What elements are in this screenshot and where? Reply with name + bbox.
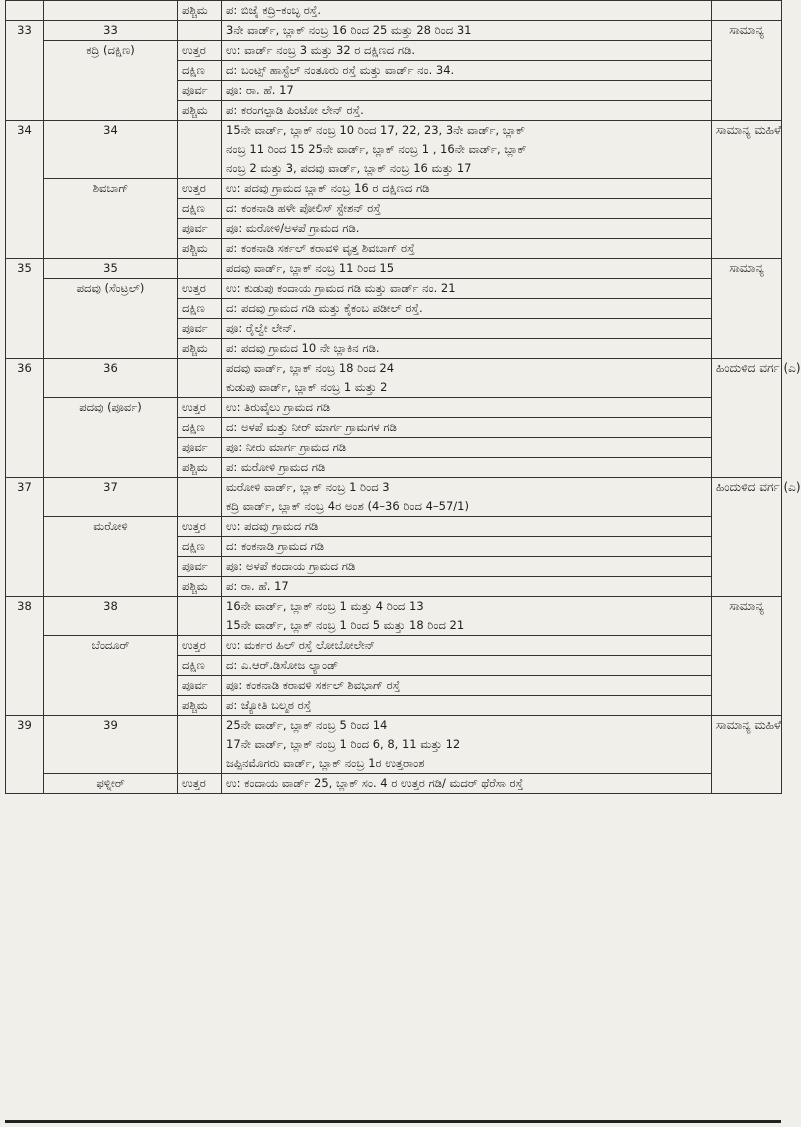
ward-number-cell: 34 [44,121,178,179]
boundary-cell: ಪ: ಕಂಕನಾಡಿ ಸರ್ಕಲ್ ಕರಾವಳಿ ವೃತ್ತ ಶಿವಬಾಗ್ ರಸ್ತೆ [222,239,712,259]
boundary-cell: ಉ: ಪದವು ಗ್ರಾಮದ ಗಡಿ [222,517,712,537]
direction-cell: ಪೂರ್ವ [178,81,222,101]
ward-number-cell: 33 [44,21,178,41]
ward-name-cell: ಪದವು (ಪೂರ್ವ) [44,398,178,478]
ward-number-cell: 38 [44,597,178,636]
direction-cell [178,259,222,279]
blocks-cell [222,259,712,279]
direction-cell [178,359,222,398]
direction-cell: ದಕ್ಷಿಣ [178,537,222,557]
table-row [6,21,782,41]
table-row [6,259,782,279]
boundary-cell: ದ: ಅಳಪೆ ಮತ್ತು ನೀರ್ ಮಾರ್ಗ ಗ್ರಾಮಗಳ ಗಡಿ [222,418,712,438]
boundary-cell: ಪೂ: ಅಳಪೆ ಕಂದಾಯ ಗ್ರಾಮದ ಗಡಿ [222,557,712,577]
table-row [6,517,782,537]
boundary-cell: ದ: ಕಂಕನಾಡಿ ಹಳೇ ಪೋಲಿಸ್ ಸ್ಟೇಶನ್ ರಸ್ತೆ [222,199,712,219]
ward-name-cell: ಫಳ್ನೀರ್ [44,774,178,794]
table-row [6,398,782,418]
category-cell: ಸಾಮಾನ್ಯ [712,597,782,716]
serial-cell: 38 [6,597,44,716]
direction-cell: ಪೂರ್ವ [178,319,222,339]
category-cell: ಸಾಮಾನ್ಯ ಮಹಿಳೆ [712,716,782,794]
serial-cell: 35 [6,259,44,359]
table-row [6,179,782,199]
blocks-line: ಮರೋಳಿ ವಾರ್ಡ್, ಬ್ಲಾಕ್ ನಂಬ್ರ 1 ರಿಂದ 3 [226,480,390,494]
blocks-line: ಕುಡುಪು ವಾರ್ಡ್, ಬ್ಲಾಕ್ ನಂಬ್ರ 1 ಮತ್ತು 2 [226,380,388,394]
category-cell: ಸಾಮಾನ್ಯ ಮಹಿಳೆ [712,121,782,259]
boundary-cell: ಪೂ: ಮರೋಳಿ/ಅಳಪೆ ಗ್ರಾಮದ ಗಡಿ. [222,219,712,239]
blocks-line: 15ನೇ ವಾರ್ಡ್, ಬ್ಲಾಕ್ ನಂಬ್ರ 10 ರಿಂದ 17, 22, 23, 3ನೇ ವಾರ್ಡ್, ಬ್ಲಾಕ್ [226,123,525,137]
table-row [6,716,782,774]
direction-cell [178,597,222,636]
category-cell: ಸಾಮಾನ್ಯ [712,21,782,121]
direction-cell [178,21,222,41]
table-row [6,478,782,517]
category-cell [712,1,782,21]
table-row [6,121,782,179]
boundary-cell: ಪೂ: ರೈಲ್ವೇ ಲೇನ್. [222,319,712,339]
blocks-cell [222,478,712,517]
boundary-cell: ಉ: ವಾರ್ಡ್ ನಂಬ್ರ 3 ಮತ್ತು 32 ರ ದಕ್ಷಿಣದ ಗಡಿ. [222,41,712,61]
direction-cell: ಉತ್ತರ [178,636,222,656]
direction-cell: ಪೂರ್ವ [178,676,222,696]
boundary-cell: ಪ: ಮರೋಳಿ ಗ್ರಾಮದ ಗಡಿ [222,458,712,478]
ward-name-cell: ಬೆಂದೂರ್ [44,636,178,716]
table-row [6,41,782,61]
table-row [6,597,782,636]
ward-number-cell: 39 [44,716,178,774]
direction-cell: ಪಶ್ಚಿಮ [178,239,222,259]
direction-cell: ಪಶ್ಚಿಮ [178,339,222,359]
direction-cell: ಉತ್ತರ [178,774,222,794]
blocks-cell [222,716,712,774]
direction-cell [178,121,222,179]
direction-cell: ಪೂರ್ವ [178,557,222,577]
ward-name-cell: ಕದ್ರಿ (ದಕ್ಷಿಣ) [44,41,178,121]
direction-cell: ದಕ್ಷಿಣ [178,656,222,676]
blocks-cell [222,121,712,179]
boundary-cell: ಪೂ: ನೀರು ಮಾರ್ಗ ಗ್ರಾಮದ ಗಡಿ [222,438,712,458]
blocks-line: 3ನೇ ವಾರ್ಡ್, ಬ್ಲಾಕ್ ನಂಬ್ರ 16 ರಿಂದ 25 ಮತ್ತು 28 ರಿಂದ 31 [226,23,472,37]
serial-cell: 34 [6,121,44,259]
direction-cell: ದಕ್ಷಿಣ [178,418,222,438]
serial-cell: 36 [6,359,44,478]
blocks-cell [222,597,712,636]
boundary-cell: ಉ: ಕುಡುಪು ಕಂದಾಯ ಗ್ರಾಮದ ಗಡಿ ಮತ್ತು ವಾರ್ಡ್ ನಂ. 21 [222,279,712,299]
serial-cell [6,1,44,21]
ward-number-cell: 35 [44,259,178,279]
direction-cell: ದಕ್ಷಿಣ [178,199,222,219]
serial-cell: 37 [6,478,44,597]
direction-cell: ಪಶ್ಚಿಮ [178,1,222,21]
boundary-cell: ಪ: ಕರಂಗಲ್ಪಾಡಿ ಪಿಂಟೋ ಲೇನ್ ರಸ್ತೆ. [222,101,712,121]
blocks-line: ಜಪ್ಪಿನಮೊಗರು ವಾರ್ಡ್, ಬ್ಲಾಕ್ ನಂಬ್ರ 1ರ ಉತ್ತರಾಂಶ [226,756,425,770]
blocks-line: ನಂಬ್ರ 2 ಮತ್ತು 3, ಪದವು ವಾರ್ಡ್, ಬ್ಲಾಕ್ ನಂಬ್ರ 16 ಮತ್ತು 17 [226,161,472,175]
boundary-cell: ಉ: ಪದವು ಗ್ರಾಮದ ಬ್ಲಾಕ್ ನಂಬ್ರ 16 ರ ದಕ್ಷಿಣದ ಗಡಿ [222,179,712,199]
blocks-line: 15ನೇ ವಾರ್ಡ್, ಬ್ಲಾಕ್ ನಂಬ್ರ 1 ರಿಂದ 5 ಮತ್ತು 18 ರಿಂದ 21 [226,618,465,632]
direction-cell: ಉತ್ತರ [178,517,222,537]
blocks-cell [222,21,712,41]
ward-name-cell: ಮರೋಳಿ [44,517,178,597]
direction-cell [178,716,222,774]
boundary-cell: ಉ: ಮರ್ಕರ ಹಿಲ್ ರಸ್ತೆ ಲೋಬೋಲೇನ್ [222,636,712,656]
category-cell: ಸಾಮಾನ್ಯ [712,259,782,359]
direction-cell: ಪಶ್ಚಿಮ [178,101,222,121]
category-cell: ಹಿಂದುಳಿದ ವರ್ಗ (ಎ) [712,359,782,478]
category-cell: ಹಿಂದುಳಿದ ವರ್ಗ (ಎ) [712,478,782,597]
boundary-cell: ಪೂ: ರಾ. ಹೆ. 17 [222,81,712,101]
direction-cell: ಪೂರ್ವ [178,219,222,239]
blocks-line: 25ನೇ ವಾರ್ಡ್, ಬ್ಲಾಕ್ ನಂಬ್ರ 5 ರಿಂದ 14 [226,718,388,732]
blocks-cell [222,359,712,398]
direction-cell: ಉತ್ತರ [178,41,222,61]
table-row [6,359,782,398]
direction-cell: ಪಶ್ಚಿಮ [178,458,222,478]
boundary-cell: ಉ: ಕಂದಾಯ ವಾರ್ಡ್ 25, ಬ್ಲಾಕ್ ಸಂ. 4 ರ ಉತ್ತರ ಗಡಿ/ ಮದರ್ ಥೆರೆಸಾ ರಸ್ತೆ [222,774,712,794]
boundary-cell: ಉ: ತಿರುವೈಲು ಗ್ರಾಮದ ಗಡಿ [222,398,712,418]
ward-number-cell: 37 [44,478,178,517]
direction-cell: ಪಶ್ಚಿಮ [178,696,222,716]
serial-cell: 39 [6,716,44,794]
direction-cell: ಉತ್ತರ [178,179,222,199]
table-row [6,636,782,656]
blocks-line: 16ನೇ ವಾರ್ಡ್, ಬ್ಲಾಕ್ ನಂಬ್ರ 1 ಮತ್ತು 4 ರಿಂದ 13 [226,599,424,613]
ward-name-cell: ಪದವು (ಸೆಂಟ್ರಲ್) [44,279,178,359]
blocks-line: ಕದ್ರಿ ವಾರ್ಡ್, ಬ್ಲಾಕ್ ನಂಬ್ರ 4ರ ಅಂಶ (4–36 ರಿಂದ 4–57/1) [226,499,469,513]
boundary-cell: ಪ: ಬಿಜೈ ಕದ್ರಿ–ಕಂಬ್ಳ ರಸ್ತೆ. [222,1,712,21]
direction-cell: ಉತ್ತರ [178,398,222,418]
direction-cell: ದಕ್ಷಿಣ [178,299,222,319]
table-row [6,774,782,794]
ward-name-cell: ಶಿವಬಾಗ್ [44,179,178,259]
ward-name-cell [44,1,178,21]
blocks-line: 17ನೇ ವಾರ್ಡ್, ಬ್ಲಾಕ್ ನಂಬ್ರ 1 ರಿಂದ 6, 8, 11 ಮತ್ತು 12 [226,737,461,751]
ward-boundary-table [5,0,801,794]
boundary-cell: ಪ: ಪದವು ಗ್ರಾಮದ 10 ನೇ ಬ್ಲಾಕಿನ ಗಡಿ. [222,339,712,359]
boundary-cell: ದ: ಪದವು ಗ್ರಾಮದ ಗಡಿ ಮತ್ತು ಕೈಕಂಬ ಪಡೀಲ್ ರಸ್ತೆ. [222,299,712,319]
serial-cell: 33 [6,21,44,121]
table-row [6,279,782,299]
table-row [6,1,782,21]
boundary-cell: ಪೂ: ಕಂಕನಾಡಿ ಕರಾವಳಿ ಸರ್ಕಲ್ ಶಿವಭಾಗ್ ರಸ್ತೆ [222,676,712,696]
direction-cell: ಪೂರ್ವ [178,438,222,458]
ward-number-cell: 36 [44,359,178,398]
boundary-cell: ಪ: ರಾ. ಹೆ. 17 [222,577,712,597]
direction-cell: ಉತ್ತರ [178,279,222,299]
blocks-line: ನಂಬ್ರ 11 ರಿಂದ 15 25ನೇ ವಾರ್ಡ್, ಬ್ಲಾಕ್ ನಂಬ್ರ 1 , 16ನೇ ವಾರ್ಡ್, ಬ್ಲಾಕ್ [226,142,527,156]
boundary-cell: ದ: ಕಂಕನಾಡಿ ಗ್ರಾಮದ ಗಡಿ [222,537,712,557]
direction-cell [178,478,222,517]
blocks-line: ಪದವು ವಾರ್ಡ್, ಬ್ಲಾಕ್ ನಂಬ್ರ 11 ರಿಂದ 15 [226,261,395,275]
direction-cell: ಪಶ್ಚಿಮ [178,577,222,597]
blocks-line: ಪದವು ವಾರ್ಡ್, ಬ್ಲಾಕ್ ನಂಬ್ರ 18 ರಿಂದ 24 [226,361,395,375]
direction-cell: ದಕ್ಷಿಣ [178,61,222,81]
page-bottom-rule [5,1120,781,1123]
boundary-cell: ದ: ಎ.ಆರ್.ಡಿಸೋಜ ಲ್ಯಾಂಡ್ [222,656,712,676]
boundary-cell: ದ: ಬಂಟ್ಸ್ ಹಾಸ್ಟೆಲ್ ನಂತೂರು ರಸ್ತೆ ಮತ್ತು ವಾರ್ಡ್ ನಂ. 34. [222,61,712,81]
boundary-cell: ಪ: ಜ್ಯೋತಿ ಬಲ್ಮಠ ರಸ್ತೆ [222,696,712,716]
